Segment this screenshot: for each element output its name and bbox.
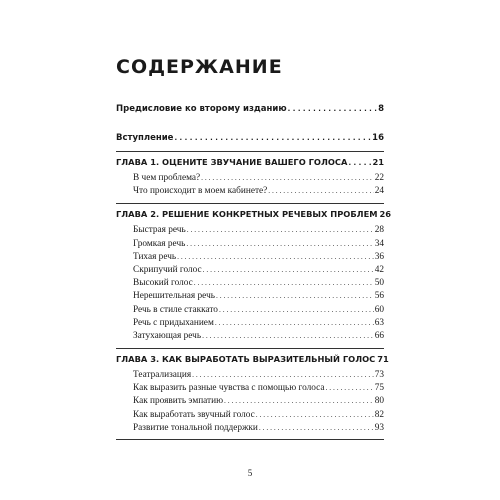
toc-section[interactable]: [116, 184, 384, 197]
toc-section[interactable]: [116, 289, 384, 302]
dot-leader: [187, 223, 374, 237]
toc-chapter-3[interactable]: [116, 353, 389, 365]
page-title: СОДЕРЖАНИЕ: [116, 56, 283, 78]
toc-section-title: Речь в стиле стаккато: [133, 304, 218, 315]
toc-entry-preface[interactable]: [116, 103, 384, 115]
dot-leader: [186, 237, 373, 251]
toc-section-page: 66: [374, 330, 384, 341]
toc-section[interactable]: [116, 223, 384, 236]
toc-chapter-title: ГЛАВА 2. РЕШЕНИЕ КОНКРЕТНЫХ РЕЧЕВЫХ ПРОБЛЕМ: [116, 209, 378, 220]
toc-section[interactable]: [116, 237, 384, 250]
toc-chapter-2[interactable]: [116, 208, 392, 220]
toc-section-page: 22: [374, 173, 384, 183]
toc-section-title: Что происходит в моем кабинете?: [133, 186, 268, 197]
toc-section-page: 24: [374, 186, 384, 197]
toc-chapter-page: 71: [377, 354, 389, 365]
toc-section-page: 36: [374, 251, 384, 262]
toc-section-title: Затухающая речь: [133, 330, 202, 341]
section-divider: [116, 439, 384, 440]
toc-section-title: Как выработать звучный голос: [133, 409, 255, 420]
toc-section-title: Высокий голос: [133, 278, 193, 289]
toc-section-title: Нерешительная речь: [133, 291, 215, 302]
dot-leader: [268, 184, 373, 198]
toc-section-page: 75: [374, 383, 384, 394]
toc-section-title: Как выразить разные чувства с помощью голоса: [133, 383, 325, 394]
toc-section[interactable]: [116, 171, 384, 184]
toc-section[interactable]: [116, 381, 384, 394]
toc-chapter-page: 26: [379, 209, 392, 220]
dot-leader: [203, 263, 374, 277]
toc-section-title: Скрипучий голос: [133, 264, 202, 275]
toc-section-title: Громкая речь: [133, 238, 186, 249]
dot-leader: [348, 156, 371, 169]
toc-chapter-title: ГЛАВА 3. КАК ВЫРАБОТАТЬ ВЫРАЗИТЕЛЬНЫЙ ГОЛОС: [116, 354, 376, 365]
toc-entry-title: Вступление: [116, 133, 174, 143]
toc-entry-page: 16: [372, 133, 384, 143]
toc-section-page: 42: [374, 264, 384, 275]
dot-leader: [219, 303, 374, 317]
toc-section-page: 63: [374, 317, 384, 328]
dot-leader: [216, 289, 374, 303]
dot-leader: [174, 132, 371, 144]
toc-section[interactable]: [116, 394, 384, 407]
dot-leader: [326, 381, 374, 395]
toc-section-page: 56: [374, 291, 384, 302]
toc-chapter-title: ГЛАВА 1. ОЦЕНИТЕ ЗВУЧАНИЕ ВАШЕГО ГОЛОСА: [116, 157, 348, 167]
toc-section-title: В чем проблема?: [133, 173, 201, 183]
toc-entry-title: Предисловие ко второму изданию: [116, 104, 287, 114]
toc-section-page: 60: [374, 304, 384, 315]
dot-leader: [288, 103, 377, 115]
dot-leader: [201, 171, 374, 185]
toc-section-page: 34: [374, 238, 384, 249]
toc-section-page: 28: [374, 225, 384, 236]
toc-section[interactable]: [116, 250, 384, 263]
toc-entry-introduction[interactable]: [116, 132, 384, 144]
toc-section-page: 80: [374, 396, 384, 407]
toc-section[interactable]: [116, 263, 384, 276]
toc-entry-page: 8: [378, 104, 384, 114]
toc-section-page: 73: [374, 370, 384, 381]
toc-section[interactable]: [116, 303, 384, 316]
dot-leader: [202, 329, 374, 343]
toc-section[interactable]: [116, 368, 384, 381]
toc-section-title: Развитие тональной поддержки: [133, 422, 258, 433]
dot-leader: [256, 408, 374, 422]
toc-section-title: Театрализация: [133, 370, 192, 381]
toc-section-page: 50: [374, 278, 384, 289]
dot-leader: [177, 250, 374, 264]
dot-leader: [194, 276, 374, 290]
toc-section-title: Речь с придыханием: [133, 317, 214, 328]
toc-section[interactable]: [116, 408, 384, 421]
dot-leader: [224, 394, 374, 408]
toc-section[interactable]: [116, 329, 384, 342]
toc-chapter-1[interactable]: [116, 156, 384, 168]
toc-section[interactable]: [116, 421, 384, 434]
toc-section-title: Тихая речь: [133, 251, 177, 262]
toc-section-title: Быстрая речь: [133, 225, 186, 236]
toc-section[interactable]: [116, 276, 384, 289]
dot-leader: [259, 421, 374, 435]
toc-section-title: Как проявить эмпатию: [133, 396, 224, 407]
page-number: 5: [247, 468, 253, 478]
toc-section-page: 93: [374, 422, 384, 433]
toc-section[interactable]: [116, 316, 384, 329]
table-of-contents: [116, 98, 392, 440]
dot-leader: [192, 368, 374, 382]
dot-leader: [215, 316, 374, 330]
toc-chapter-page: 21: [372, 157, 384, 167]
toc-section-page: 82: [374, 409, 384, 420]
